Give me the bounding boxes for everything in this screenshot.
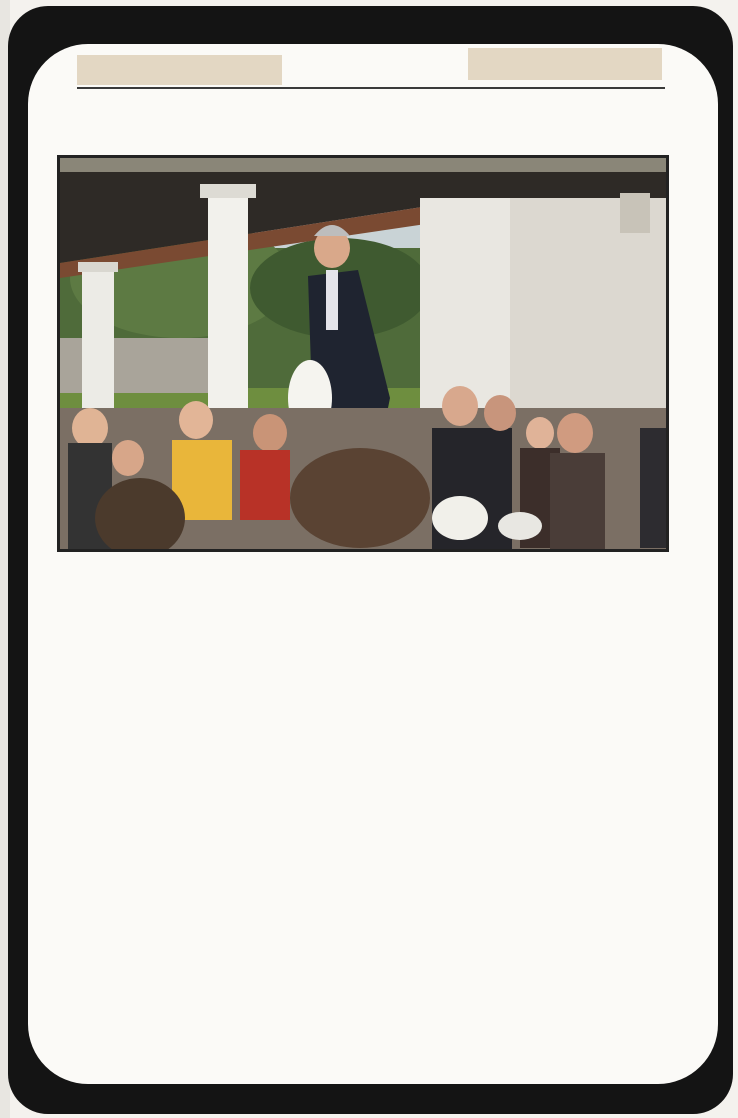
- article-photo: [57, 155, 669, 552]
- dateline: [77, 55, 282, 85]
- newspaper-masthead: [468, 48, 662, 80]
- article-body: [97, 560, 652, 1085]
- header-rule: [77, 87, 665, 89]
